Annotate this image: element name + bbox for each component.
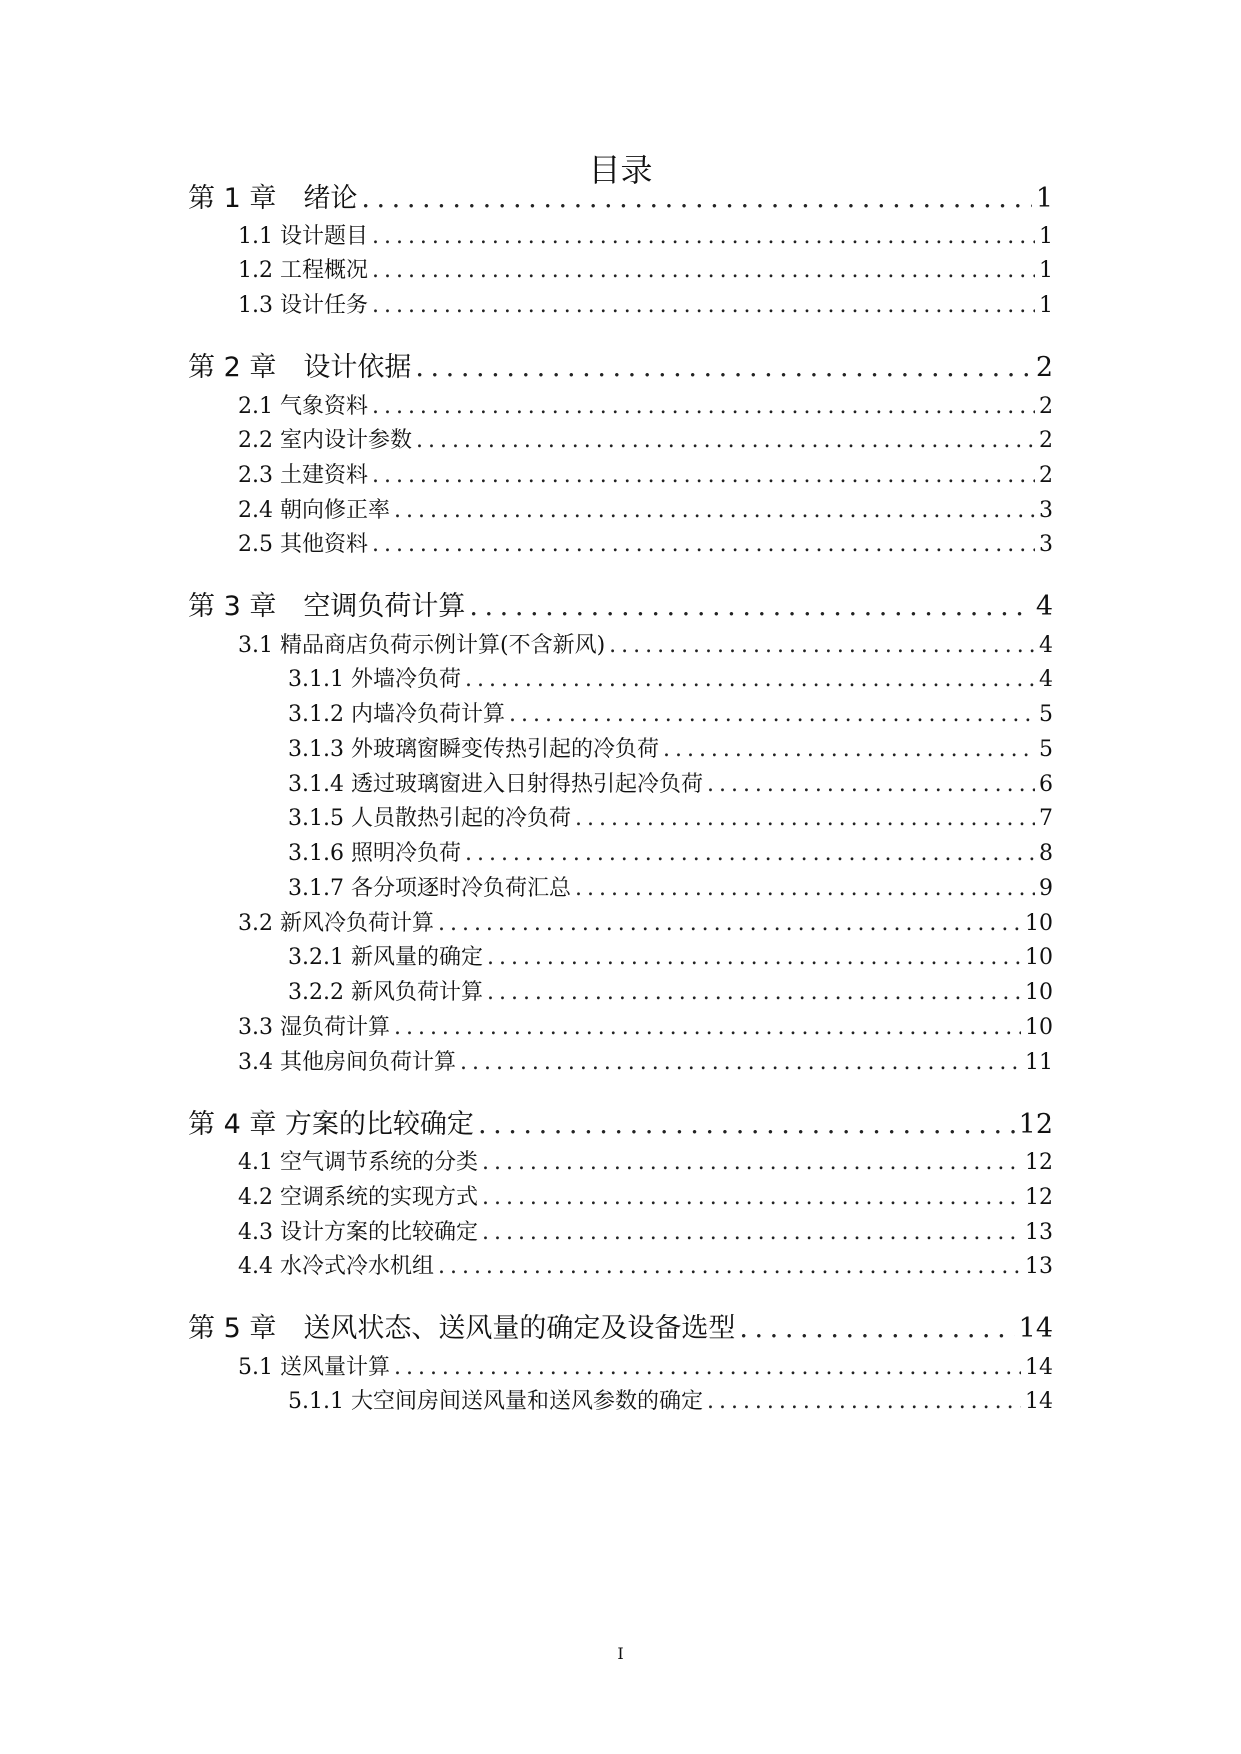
dot-leader (575, 804, 1035, 834)
toc-entry-label: 第 1 章 绪论 (188, 183, 358, 214)
toc-entry-page: 2 (1035, 352, 1053, 383)
dot-leader (361, 181, 1031, 217)
toc-entry-page: 4 (1039, 633, 1053, 658)
toc-entry-label: 第 4 章 方案的比较确定 (188, 1109, 474, 1140)
dot-leader (482, 1148, 1021, 1178)
toc-entry[interactable] (238, 1218, 1053, 1248)
toc-entry[interactable] (238, 256, 1053, 286)
dot-leader (372, 222, 1035, 252)
toc-entry-page: 10 (1025, 1015, 1053, 1040)
toc-entry-label: 3.2.2 新风负荷计算 (288, 980, 483, 1005)
toc-entry-label: 第 3 章 空调负荷计算 (188, 591, 466, 622)
toc-entry-label: 5.1 送风量计算 (238, 1355, 390, 1380)
dot-leader (372, 256, 1035, 286)
dot-leader (739, 1311, 1014, 1347)
dot-leader (372, 291, 1035, 321)
toc-entry-label: 1.2 工程概况 (238, 258, 368, 283)
toc-entry-label: 3.1.3 外玻璃窗瞬变传热引起的冷负荷 (288, 737, 659, 762)
toc-entry-page: 3 (1039, 498, 1053, 523)
toc-entry[interactable] (238, 1048, 1053, 1078)
toc-entry-page: 12 (1018, 1109, 1053, 1140)
toc-entry[interactable] (288, 978, 1053, 1008)
toc-entry[interactable] (238, 291, 1053, 321)
toc-entry-page: 6 (1039, 772, 1053, 797)
dot-leader (394, 1013, 1021, 1043)
toc-entry-label: 1.3 设计任务 (238, 293, 368, 318)
toc-entry[interactable] (238, 1183, 1053, 1213)
dot-leader (469, 589, 1031, 625)
toc-entry-page: 10 (1025, 980, 1053, 1005)
toc-entry-label: 第 5 章 送风状态、送风量的确定及设备选型 (188, 1313, 736, 1344)
toc-entry-label: 3.1.7 各分项逐时冷负荷汇总 (288, 876, 571, 901)
toc-entry[interactable] (288, 700, 1053, 730)
toc-entry[interactable] (288, 1387, 1053, 1417)
dot-leader (487, 978, 1021, 1008)
dot-leader (478, 1107, 1015, 1143)
toc-entry-page: 5 (1039, 702, 1053, 727)
toc-entry-page: 4 (1035, 591, 1053, 622)
dot-leader (394, 496, 1035, 526)
toc-entry-label: 4.2 空调系统的实现方式 (238, 1185, 478, 1210)
toc-entry[interactable] (288, 770, 1053, 800)
dot-leader (394, 1353, 1021, 1383)
toc-entry-page: 4 (1039, 667, 1053, 692)
toc-entry-page: 8 (1039, 841, 1053, 866)
toc-entry[interactable] (188, 350, 1053, 386)
toc-entry[interactable] (288, 943, 1053, 973)
toc-entry[interactable] (238, 530, 1053, 560)
toc-entry[interactable] (238, 1013, 1053, 1043)
toc-entry-page: 10 (1025, 911, 1053, 936)
toc-entry[interactable] (238, 496, 1053, 526)
toc-entry-label: 4.4 水冷式冷水机组 (238, 1254, 434, 1279)
toc-entry-label: 5.1.1 大空间房间送风量和送风参数的确定 (288, 1389, 703, 1414)
toc-entry-page: 12 (1025, 1150, 1053, 1175)
toc-entry-page: 2 (1039, 428, 1053, 453)
toc-entry-label: 3.3 湿负荷计算 (238, 1015, 390, 1040)
toc-entry-page: 13 (1025, 1254, 1053, 1279)
dot-leader (509, 700, 1035, 730)
toc-entry-page: 1 (1039, 224, 1053, 249)
toc-entry-label: 2.2 室内设计参数 (238, 428, 412, 453)
toc-entry-label: 4.3 设计方案的比较确定 (238, 1220, 478, 1245)
toc-entry-page: 7 (1039, 806, 1053, 831)
toc-entry-label: 2.1 气象资料 (238, 394, 368, 419)
toc-entry[interactable] (288, 874, 1053, 904)
dot-leader (482, 1218, 1021, 1248)
toc-entry[interactable] (288, 665, 1053, 695)
toc-entry-label: 3.1.4 透过玻璃窗进入日射得热引起冷负荷 (288, 772, 703, 797)
toc-entry-label: 3.2.1 新风量的确定 (288, 945, 483, 970)
dot-leader (372, 461, 1035, 491)
dot-leader (416, 426, 1035, 456)
toc-entry-page: 1 (1039, 258, 1053, 283)
toc-entry-label: 1.1 设计题目 (238, 224, 368, 249)
toc-entry[interactable] (238, 1353, 1053, 1383)
toc-entry[interactable] (288, 839, 1053, 869)
dot-leader (438, 1252, 1021, 1282)
toc-entry-page: 11 (1025, 1050, 1053, 1075)
toc-entry-page: 10 (1025, 945, 1053, 970)
toc-entry-label: 2.5 其他资料 (238, 532, 368, 557)
toc-entry[interactable] (188, 181, 1053, 217)
page-number: I (617, 1644, 624, 1663)
toc-entry-label: 第 2 章 设计依据 (188, 352, 412, 383)
dot-leader (465, 839, 1035, 869)
toc-entry-page: 5 (1039, 737, 1053, 762)
page-title: 目录 (588, 151, 653, 189)
dot-leader (575, 874, 1035, 904)
toc-entry[interactable] (238, 631, 1053, 661)
toc-entry-label: 2.4 朝向修正率 (238, 498, 390, 523)
toc-entry[interactable] (238, 461, 1053, 491)
toc-entry-page: 2 (1039, 394, 1053, 419)
toc-entry-page: 2 (1039, 463, 1053, 488)
dot-leader (609, 631, 1035, 661)
dot-leader (465, 665, 1035, 695)
toc-entry-page: 12 (1025, 1185, 1053, 1210)
dot-leader (707, 770, 1035, 800)
dot-leader (460, 1048, 1021, 1078)
toc-entry-label: 3.1.2 内墙冷负荷计算 (288, 702, 505, 727)
toc-entry[interactable] (188, 1107, 1053, 1143)
toc-entry[interactable] (238, 909, 1053, 939)
dot-leader (707, 1387, 1021, 1417)
toc-entry-page: 14 (1025, 1389, 1053, 1414)
dot-leader (663, 735, 1035, 765)
dot-leader (487, 943, 1021, 973)
toc-entry[interactable] (288, 735, 1053, 765)
toc-entry-page: 3 (1039, 532, 1053, 557)
toc-entry-page: 1 (1035, 183, 1053, 214)
toc-entry[interactable] (238, 426, 1053, 456)
toc-entry-label: 2.3 土建资料 (238, 463, 368, 488)
toc-entry[interactable] (188, 1311, 1053, 1347)
toc-entry[interactable] (238, 392, 1053, 422)
dot-leader (372, 392, 1035, 422)
toc-entry-page: 13 (1025, 1220, 1053, 1245)
toc-entry-label: 3.2 新风冷负荷计算 (238, 911, 434, 936)
dot-leader (482, 1183, 1021, 1213)
toc-entry-page: 14 (1018, 1313, 1053, 1344)
dot-leader (438, 909, 1021, 939)
toc-entry-label: 4.1 空气调节系统的分类 (238, 1150, 478, 1175)
toc-entry-page: 9 (1039, 876, 1053, 901)
dot-leader (415, 350, 1031, 386)
toc-entry-label: 3.1.1 外墙冷负荷 (288, 667, 461, 692)
toc-entry-page: 1 (1039, 293, 1053, 318)
toc-entry[interactable] (238, 1148, 1053, 1178)
toc-entry-label: 3.1.5 人员散热引起的冷负荷 (288, 806, 571, 831)
toc-entry[interactable] (188, 589, 1053, 625)
toc-entry-label: 3.1 精品商店负荷示例计算(不含新风) (238, 633, 606, 658)
toc-entry-label: 3.1.6 照明冷负荷 (288, 841, 461, 866)
toc-entry-page: 14 (1025, 1355, 1053, 1380)
toc-entry[interactable] (288, 804, 1053, 834)
toc-entry-label: 3.4 其他房间负荷计算 (238, 1050, 456, 1075)
toc-entry[interactable] (238, 1252, 1053, 1282)
toc-entry[interactable] (238, 222, 1053, 252)
dot-leader (372, 530, 1035, 560)
